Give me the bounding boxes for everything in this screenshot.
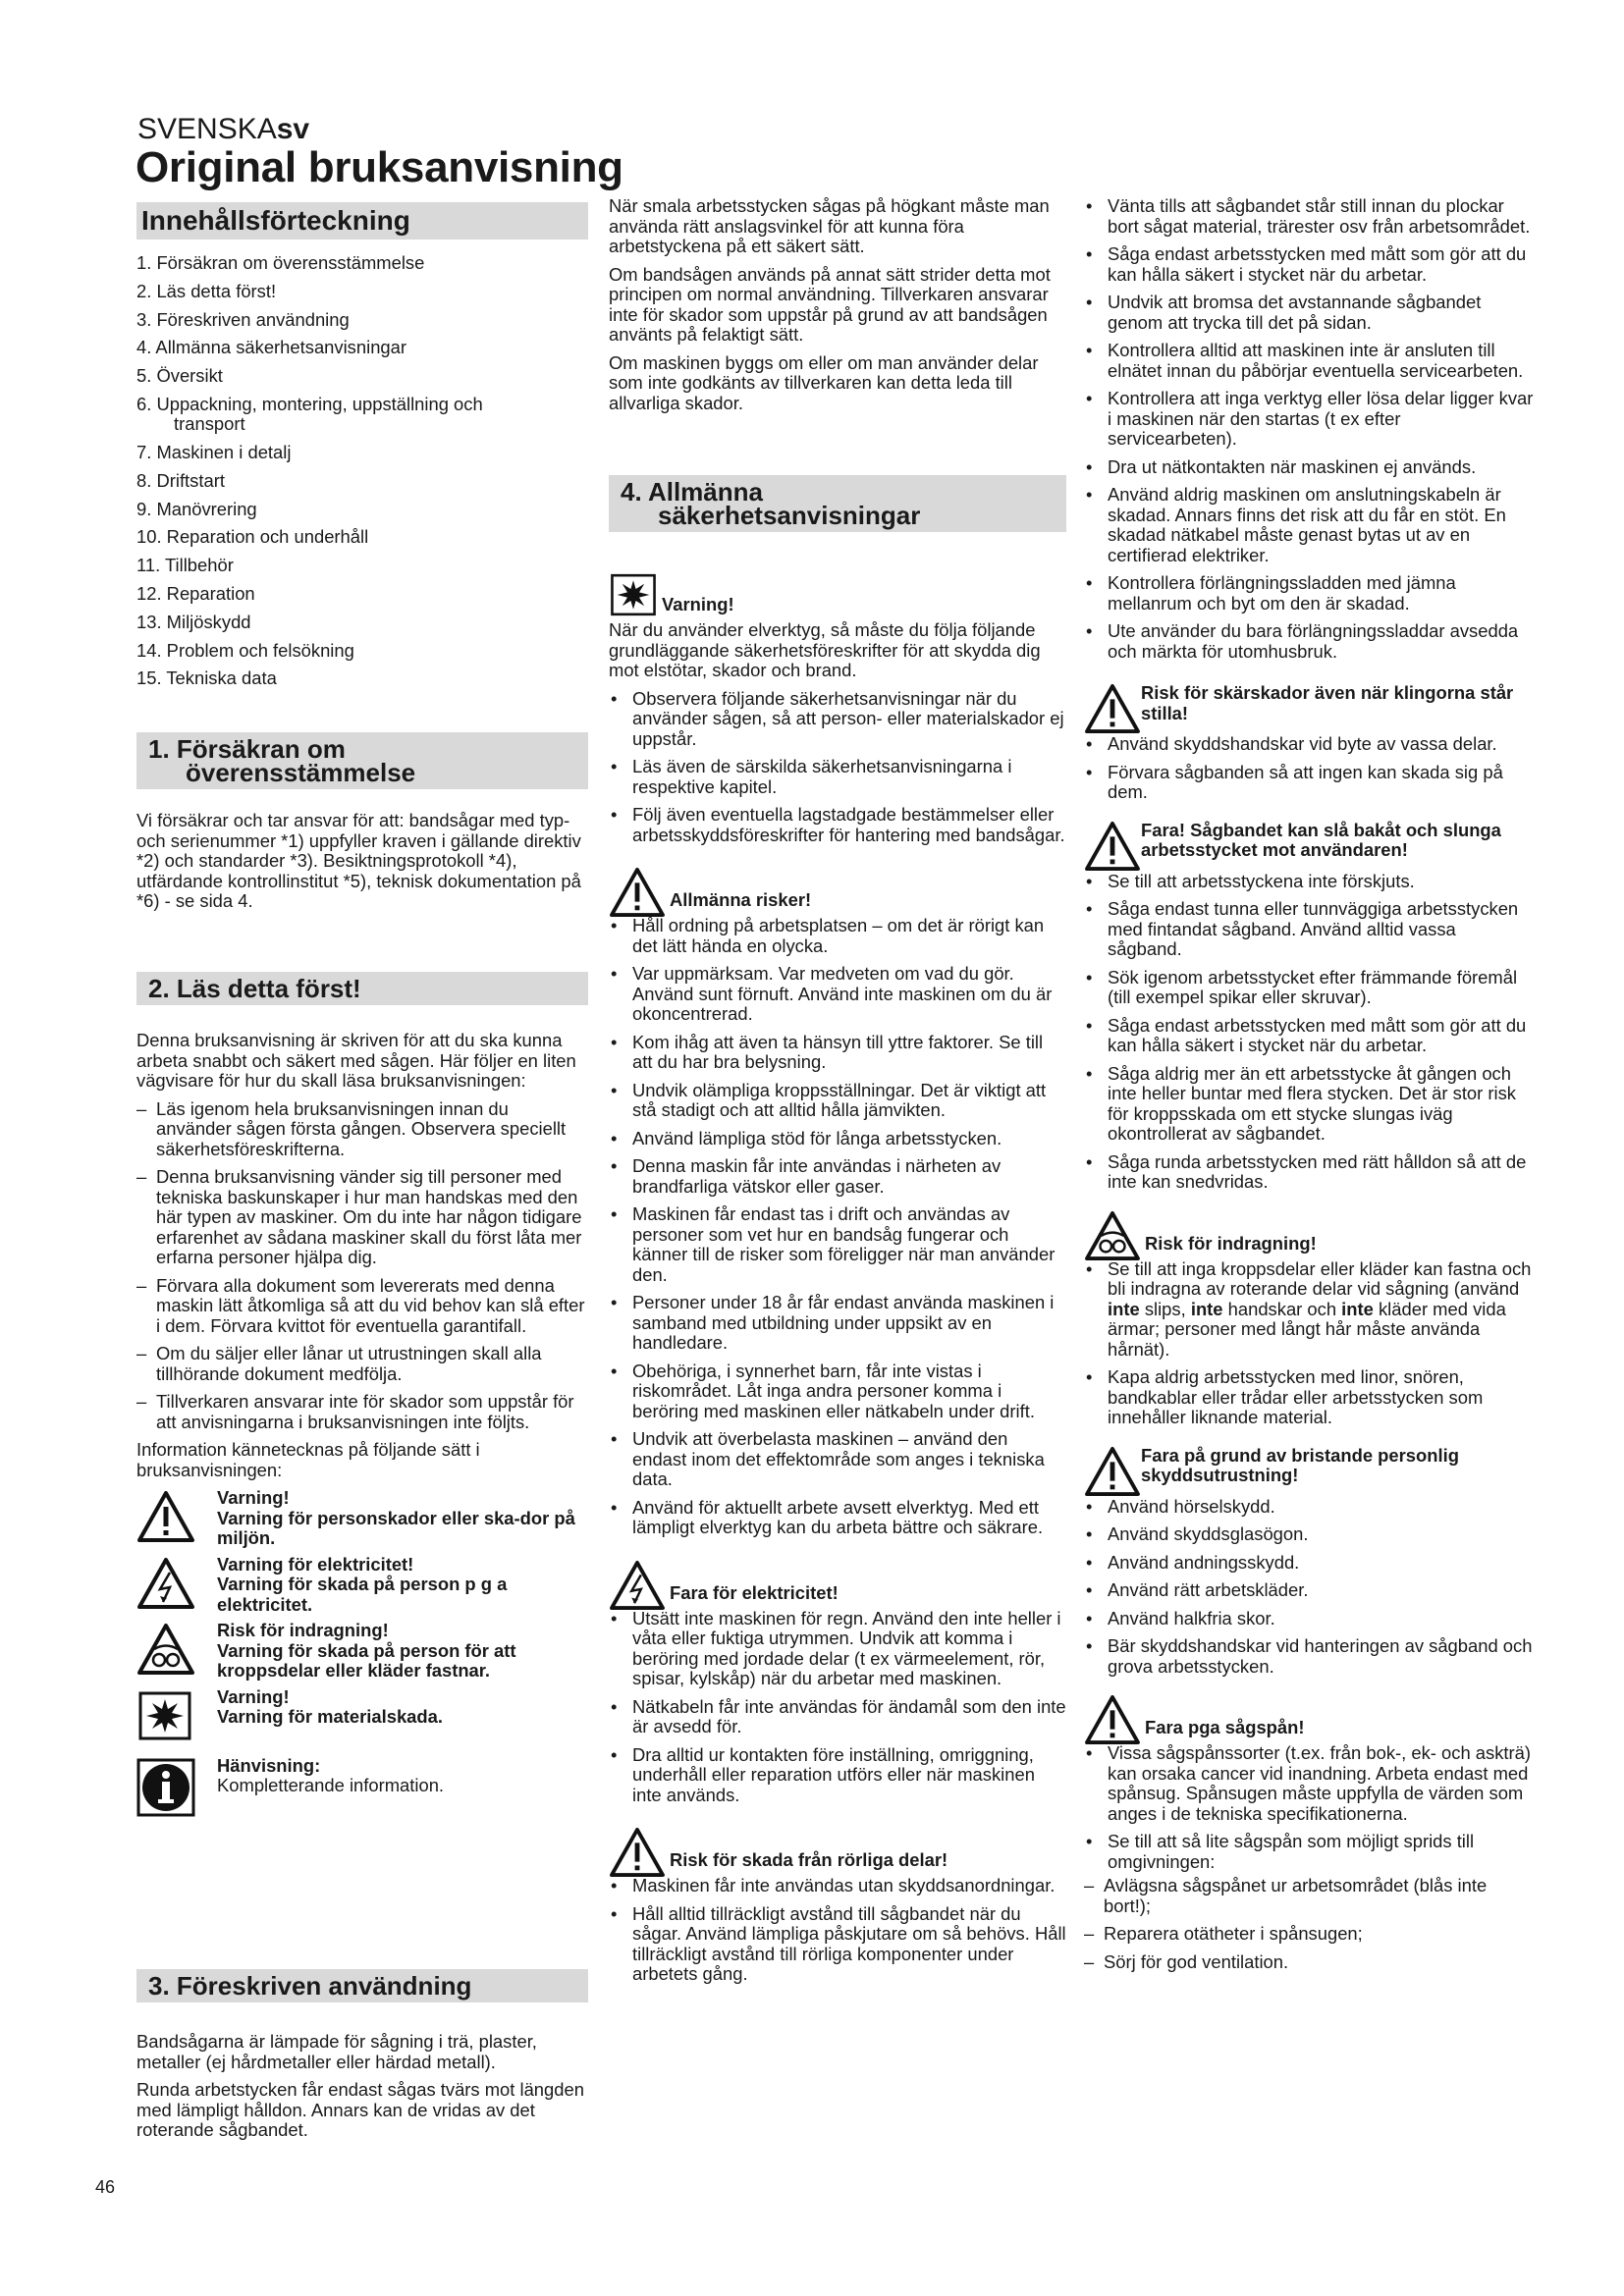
list-item: • Denna maskin får inte användas i närheten av brandfarliga vätskor eller gaser. xyxy=(609,1156,1066,1197)
list-item: • Obehöriga, i synnerhet barn, får inte vistas i riskområdet. Låt inga andra personer komma i beröring med maskinen eller nätkabeln under drift. xyxy=(609,1362,1066,1422)
cut-hazard-heading: Risk för skärskador även när klingorna står stilla! xyxy=(1084,679,1534,734)
kickback-heading: Fara! Sågbandet kan slå bakåt och slunga arbetsstycket mot användaren! xyxy=(1084,821,1534,872)
list-item: • Observera följande säkerhetsanvisningar när du använder sågen, så att person- eller materialskador ej uppstår. xyxy=(609,689,1066,750)
list-item: • Utsätt inte maskinen för regn. Använd den inte heller i våta eller fuktiga utrymmen. Undvik att komma i beröring med jordade delar (t ex värmeelement, rör, spisar, kylskåp) när du arbetar med maskinen. xyxy=(609,1609,1066,1689)
list-item: • Vänta tills att sågbandet står still innan du plockar bort sågat material, trärester osv från arbetsområdet. xyxy=(1084,196,1534,237)
list-item: • Använd halkfria skor. xyxy=(1084,1609,1534,1629)
section-2-intro: Denna bruksanvisning är skriven för att du ska kunna arbeta snabbt och säkert med sågen. Här följer en liten vägvisare för hur du skall läsa bruksanvisningen: xyxy=(136,1030,576,1091)
toc-item: 9. Manövrering xyxy=(136,498,257,519)
list-item: • Dra ut nätkontakten när maskinen ej används. xyxy=(1084,457,1534,478)
toc-item: 5. Översikt xyxy=(136,365,223,387)
declaration-text: Vi försäkrar och tar ansvar för att: bandsågar med typ- och serienummer *1) uppfyller kraven i gällande direktiv *2) och standarder *3). Besiktningsprotokoll *4), utfärdande kontrollinstitut *5), teknisk dokumentation på *6) - se sida 4. xyxy=(136,810,581,911)
list-item: • Såga endast arbetsstycken med mått som gör att du kan hålla säkert i stycket när du arbetar. xyxy=(1084,1016,1534,1056)
toc-item: 1. Försäkran om överensstämmelse xyxy=(136,252,425,273)
list-item: • Se till att så lite sågspån som möjligt sprids till omgivningen: xyxy=(1084,1832,1534,1872)
info-intro: Information kännetecknas på följande sätt i bruksanvisningen: xyxy=(136,1439,480,1480)
toc-item: 12. Reparation xyxy=(136,582,255,604)
warning-triangle-icon xyxy=(136,1490,195,1543)
intended-use-continued xyxy=(609,196,1066,421)
list-item: • Sök igenom arbetsstycket efter främmande föremål (till exempel spikar eller skruvar). xyxy=(1084,968,1534,1008)
electric-hazard-icon xyxy=(609,1560,666,1611)
warning-heading: Varning! xyxy=(609,571,1066,620)
info-icon xyxy=(136,1758,195,1817)
entanglement-hazard-icon xyxy=(136,1623,195,1676)
toc-item: 10. Reparation och underhåll xyxy=(136,526,369,548)
list-item: • Håll alltid tillräckligt avstånd till sågbandet när du sågar. Använd lämpliga påskjutare om så behövs. Håll tillräckligt avstånd till rörliga komponenter under arbetets gång. xyxy=(609,1904,1066,1985)
list-item: • Såga endast tunna eller tunnväggiga arbetsstycken med fintandat sågband. Använd alltid vassa sågband. xyxy=(1084,899,1534,960)
list-item: – Avlägsna sågspånet ur arbetsområdet (blås inte bort!); xyxy=(1084,1876,1534,1916)
section-heading-2: 2. Läs detta först! xyxy=(136,972,588,1005)
toc-item: 15. Tekniska data xyxy=(136,667,277,689)
toc-item: 11. Tillbehör xyxy=(136,555,234,576)
toc-item: 7. Maskinen i detalj xyxy=(136,441,292,462)
moving-parts-list xyxy=(609,1876,1066,1985)
list-item: – Om du säljer eller lånar ut utrustningen skall alla tillhörande dokument medfölja. xyxy=(136,1344,588,1384)
list-item: • Vissa sågspånssorter (t.ex. från bok-, ek- och askträ) kan orsaka cancer vid inandning. Arbeta endast med spånsug. Spånsugen måste uppfylla de värden som anges i de tekniska specifikationerna. xyxy=(1084,1743,1534,1824)
warning-triangle-icon xyxy=(609,1827,666,1878)
electric-hazard-heading: Fara för elektricitet! xyxy=(609,1560,1066,1609)
list-item: • Använd andningsskydd. xyxy=(1084,1553,1534,1574)
entanglement-list xyxy=(1084,1259,1534,1428)
list-item: – Förvara alla dokument som levererats med denna maskin lätt åtkomliga så att du vid behov kan slå efter i dem. Förvara kvittot för eventuella garantifall. xyxy=(136,1276,588,1337)
list-item: • Använd för aktuellt arbete avsett elverktyg. Med ett lämpligt elverktyg kan du arbeta bättre och säkrare. xyxy=(609,1498,1066,1538)
list-item: – Denna bruksanvisning vänder sig till personer med tekniska baskunskaper i hur man handskas med den här typen av maskiner. Om du inte har någon tidigare erfarenhet av sådana maskiner skall du först låta mer erfarna personer hjälpa dig. xyxy=(136,1167,588,1268)
list-item: • Kapa aldrig arbetsstycken med linor, snören, bandkablar eller trådar eller arbetsstycken som innehåller liknande material. xyxy=(1084,1367,1534,1428)
toc-item: 6. Uppackning, montering, uppställning och transport xyxy=(136,393,483,435)
warning-triangle-icon xyxy=(1084,821,1141,872)
legend-warning: Varning! Varning för personskador eller ska-dor på miljön. xyxy=(136,1488,588,1549)
warning-triangle-icon xyxy=(1084,683,1141,734)
list-item: • Bär skyddshandskar vid hanteringen av sågband och grova arbetsstycken. xyxy=(1084,1636,1534,1677)
list-item: • Såga runda arbetsstycken med rätt hålldon så att de inte kan snedvridas. xyxy=(1084,1152,1534,1193)
list-item: • Kontrollera förlängningssladden med jämna mellanrum och byt om den är skadad. xyxy=(1084,573,1534,614)
list-item: • Läs även de särskilda säkerhetsanvisningarna i respektive kapitel. xyxy=(609,757,1066,797)
list-item: • Följ även eventuella lagstadgade bestämmelser eller arbetsskyddsföreskrifter för hantering med bandsågar. xyxy=(609,805,1066,845)
legend-entanglement: Risk för indragning! Varning för skada på person för att kroppsdelar eller kläder fastnar. xyxy=(136,1621,588,1682)
general-risks-heading: Allmänna risker! xyxy=(609,867,1066,916)
toc-item: 14. Problem och felsökning xyxy=(136,639,354,661)
page-title: Original bruksanvisning xyxy=(135,143,623,191)
moving-parts-heading: Risk för skada från rörliga delar! xyxy=(609,1827,1066,1876)
list-item: • Se till att inga kroppsdelar eller kläder kan fastna och bli indragna av roterande delar vid sågning (använd inte slips, inte handskar och inte kläder med vida ärmar; personer med långt hår måste använda hårnät). xyxy=(1084,1259,1534,1361)
section-4-body xyxy=(609,571,1066,1993)
intended-use-text: Bandsågarna är lämpade för sågning i trä, plaster, metaller (ej hårdmetaller eller härdad metall). xyxy=(136,2031,537,2072)
kickback-list xyxy=(1084,872,1534,1193)
paragraph: Om bandsågen används på annat sätt strider detta mot principen om normal användning. Tillverkaren ansvarar inte för skador som uppstår på grund av att bandsågen använts på felaktigt sätt. xyxy=(609,263,1051,345)
section-2-body xyxy=(136,1031,588,1821)
list-item: • Kom ihåg att även ta hänsyn till yttre faktorer. Se till att du har bra belysning. xyxy=(609,1033,1066,1073)
page-number: 46 xyxy=(95,2177,116,2197)
list-item: • Maskinen får endast tas i drift och användas av personer som vet hur en bandsåg fungerar och känner till de risker som föreligger när man använder den. xyxy=(609,1204,1066,1285)
list-item: • Såga aldrig mer än ett arbetsstycke åt gången och inte heller buntar med flera stycken. Det är stor risk för kroppsskada om ett stycke slungas iväg okontrollerat av sågbandet. xyxy=(1084,1064,1534,1145)
material-damage-icon xyxy=(609,571,658,618)
toc-item: 4. Allmänna säkerhetsanvisningar xyxy=(136,337,406,358)
list-item: • Använd hörselskydd. xyxy=(1084,1497,1534,1518)
toc-item: 8. Driftstart xyxy=(136,469,225,491)
warning-list xyxy=(609,689,1066,846)
entanglement-hazard-icon xyxy=(1084,1210,1141,1261)
reading-guide-list xyxy=(136,1099,588,1433)
intended-use-text: Runda arbetstycken får endast sågas tvärs mot längden med lämpligt hålldon. Annars kan de vridas av det roterande sågbandet. xyxy=(136,2079,584,2140)
list-item: – Läs igenom hela bruksanvisningen innan du använder sågen första gången. Observera speciellt säkerhetsföreskrifterna. xyxy=(136,1099,588,1160)
cut-hazard-list xyxy=(1084,734,1534,803)
material-damage-icon xyxy=(136,1689,193,1742)
toc-item: 3. Föreskriven användning xyxy=(136,308,350,330)
paragraph: När smala arbetsstycken sågas på högkant måste man använda rätt anslagsvinkel för att kunna föra arbetstyckena på ett säkert sätt. xyxy=(609,195,1050,256)
list-item: • Dra alltid ur kontakten före inställning, omriggning, underhåll eller reparation utförs eller när maskinen inte används. xyxy=(609,1745,1066,1806)
warning-triangle-icon xyxy=(609,867,666,918)
section-3-body xyxy=(136,2032,588,2149)
general-risks-list xyxy=(609,916,1066,1538)
sawdust-sublist xyxy=(1084,1876,1534,1972)
section-heading-1: 1. Försäkran om överensstämmelse xyxy=(136,732,588,789)
sawdust-list xyxy=(1084,1743,1534,1872)
list-item: • Använd aldrig maskinen om anslutningskabeln är skadad. Annars finns det risk att du får en stöt. En skadad nätkabel måste genast bytas ut av en certifierad elektriker. xyxy=(1084,485,1534,565)
list-item: • Undvik olämpliga kroppsställningar. Det är viktigt att stå stadigt och att alltid hålla jämvikten. xyxy=(609,1081,1066,1121)
electric-hazard-icon xyxy=(136,1557,195,1610)
language-label: SVENSKAsv xyxy=(137,113,310,145)
list-item: – Tillverkaren ansvarar inte för skador som uppstår för att anvisningarna i bruksanvisningen inte följts. xyxy=(136,1392,588,1432)
electric-hazard-list xyxy=(609,1609,1066,1806)
toc-item: 2. Läs detta först! xyxy=(136,280,277,301)
list-item: – Reparera otätheter i spånsugen; xyxy=(1084,1924,1534,1945)
list-item: • Ute använder du bara förlängningssladdar avsedda och märkta för utomhusbruk. xyxy=(1084,621,1534,662)
list-item: • Kontrollera att inga verktyg eller lösa delar ligger kvar i maskinen när den startas (t ex efter servicearbeten). xyxy=(1084,389,1534,450)
list-item: • Undvik att överbelasta maskinen – använd den endast inom det effektområde som anges i tekniska data. xyxy=(609,1429,1066,1490)
list-item: • Se till att arbetsstyckena inte förskjuts. xyxy=(1084,872,1534,892)
safety-list xyxy=(1084,196,1534,662)
entanglement-heading: Risk för indragning! xyxy=(1084,1210,1534,1259)
legend-info: Hänvisning: Kompletterande information. xyxy=(136,1756,588,1815)
sawdust-heading: Fara pga sågspån! xyxy=(1084,1694,1534,1743)
list-item: • Var uppmärksam. Var medveten om vad du gör. Använd sunt förnuft. Använd inte maskinen om du är okoncentrerad. xyxy=(609,964,1066,1025)
warning-triangle-icon xyxy=(1084,1694,1141,1745)
right-column-body xyxy=(1084,196,1534,1980)
paragraph: Om maskinen byggs om eller om man använder delar som inte godkänts av tillverkaren kan detta leda till allvarliga skador. xyxy=(609,351,1039,413)
list-item: • Såga endast arbetsstycken med mått som gör att du kan hålla säkert i stycket när du arbetar. xyxy=(1084,244,1534,285)
legend-material: Varning! Varning för materialskada. xyxy=(136,1687,588,1746)
list-item: • Kontrollera alltid att maskinen inte är ansluten till elnätet innan du påbörjar eventuella servicearbeten. xyxy=(1084,341,1534,381)
list-item: • Förvara sågbanden så att ingen kan skada sig på dem. xyxy=(1084,763,1534,803)
list-item: • Använd lämpliga stöd för långa arbetsstycken. xyxy=(609,1129,1066,1149)
list-item: – Sörj för god ventilation. xyxy=(1084,1952,1534,1973)
list-item: • Maskinen får inte användas utan skyddsanordningar. xyxy=(609,1876,1066,1896)
section-heading-4: 4. Allmänna säkerhetsanvisningar xyxy=(609,475,1066,532)
legend-electric: Varning för elektricitet! Varning för skada på person p g a elektricitet. xyxy=(136,1555,588,1616)
list-item: • Undvik att bromsa det avstannande sågbandet genom att trycka till det på sidan. xyxy=(1084,293,1534,333)
list-item: • Använd rätt arbetskläder. xyxy=(1084,1580,1534,1601)
list-item: • Personer under 18 år får endast använda maskinen i samband med utbildning under uppsikt av en handledare. xyxy=(609,1293,1066,1354)
ppe-list xyxy=(1084,1497,1534,1678)
list-item: • Använd skyddshandskar vid byte av vassa delar. xyxy=(1084,734,1534,755)
list-item: • Nätkabeln får inte användas för ändamål som den inte är avsedd för. xyxy=(609,1697,1066,1737)
toc-item: 13. Miljöskydd xyxy=(136,611,251,632)
warning-text: När du använder elverktyg, så måste du följa följande grundläggande säkerhetsföreskrifter för att skydda dig mot elstötar, skador och brand. xyxy=(609,619,1041,680)
section-heading-3: 3. Föreskriven användning xyxy=(136,1969,588,2002)
ppe-heading: Fara på grund av bristande personlig skyddsutrustning! xyxy=(1084,1446,1534,1497)
toc-list xyxy=(136,253,588,697)
list-item: • Håll ordning på arbetsplatsen – om det är rörigt kan det lätt hända en olycka. xyxy=(609,916,1066,956)
toc-heading: Innehållsförteckning xyxy=(136,202,588,240)
warning-triangle-icon xyxy=(1084,1446,1141,1497)
list-item: • Använd skyddsglasögon. xyxy=(1084,1524,1534,1545)
